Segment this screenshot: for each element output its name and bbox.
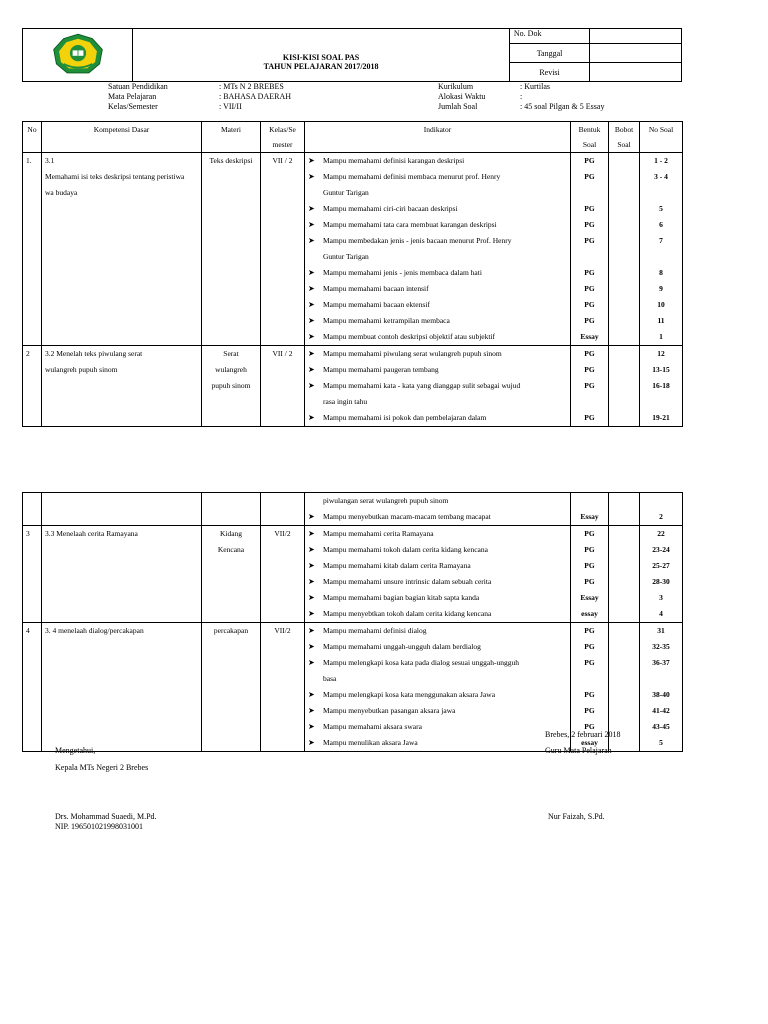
- arrow-bullet-icon: ➤: [308, 204, 315, 213]
- nomor-soal-value: 41-42: [652, 706, 670, 715]
- nomor-soal-value: 2: [659, 512, 663, 521]
- bentuk-value: PG: [584, 545, 595, 554]
- row-number-text: 1.: [26, 156, 32, 165]
- indikator-text: rasa ingin tahu: [323, 397, 368, 406]
- satuan-value: : MTs N 2 BREBES: [219, 82, 284, 91]
- doc-no-value: [590, 29, 682, 44]
- guru-label: Guru Mata Pelajaran: [545, 746, 612, 755]
- alokasi-value: :: [520, 92, 523, 101]
- materi: [202, 526, 261, 623]
- arrow-bullet-icon: ➤: [308, 316, 315, 325]
- document-title: [133, 29, 510, 82]
- kisi-kisi-table-page-1: [22, 121, 683, 427]
- kompetensi-dasar: [42, 346, 202, 427]
- indikator-text: piwulangan serat wulangreh pupuh sinom: [323, 496, 449, 505]
- indikator-item: [305, 542, 570, 558]
- materi-line: Teks deskripsi: [209, 156, 253, 165]
- bentuk-soal-list: [571, 346, 609, 427]
- kepala-name: Drs. Mohammad Suaedi, M.Pd.: [55, 812, 157, 821]
- bentuk-value: essay: [581, 738, 598, 747]
- indikator-item: [305, 329, 570, 345]
- arrow-bullet-icon: ➤: [308, 236, 315, 245]
- doc-no-label: No. Dok: [509, 29, 589, 44]
- arrow-bullet-icon: ➤: [308, 300, 315, 309]
- indikator-text: Mampu memahami unggah-ungguh dalam berdialog: [323, 642, 481, 651]
- indikator-item: [305, 153, 570, 169]
- arrow-bullet-icon: ➤: [308, 529, 315, 538]
- nomor-soal-list: [640, 346, 683, 427]
- bentuk-value: PG: [584, 561, 595, 570]
- arrow-bullet-icon: ➤: [308, 722, 315, 731]
- indikator-item: [305, 281, 570, 297]
- col-header-bentuk: Bentuk Soal: [571, 122, 609, 153]
- indikator-text: Mampu menyebtkan tokoh dalam cerita kidang kencana: [323, 609, 492, 618]
- indikator-item: [305, 655, 570, 687]
- indikator-text: Mampu menyebutkan macam-macam tembang macapat: [323, 512, 491, 521]
- table-row: [23, 346, 683, 427]
- kurikulum-value: : Kurtilas: [520, 82, 550, 91]
- nomor-soal-value: 38-40: [652, 690, 670, 699]
- arrow-bullet-icon: ➤: [308, 413, 315, 422]
- indikator-text: Mampu memahami paugeran tembang: [323, 365, 439, 374]
- col-header-materi: Materi: [202, 122, 261, 153]
- row-number-text: 2: [26, 349, 30, 358]
- bentuk-value: PG: [584, 349, 595, 358]
- materi-line: wulangreh: [215, 365, 247, 374]
- arrow-bullet-icon: ➤: [308, 577, 315, 586]
- col-header-nosoal: No Soal: [640, 122, 683, 153]
- bentuk-value: PG: [584, 365, 595, 374]
- bentuk-value: Essay: [580, 512, 599, 521]
- col-header-bobot: Bobot Soal: [609, 122, 640, 153]
- indikator-text: Mampu memahami ciri-ciri bacaan deskripsi: [323, 204, 458, 213]
- indikator-list: [305, 153, 571, 346]
- bentuk-value: PG: [584, 577, 595, 586]
- nomor-soal-value: 3: [659, 593, 663, 602]
- title-line-2: TAHUN PELAJARAN 2017/2018: [263, 62, 379, 71]
- indikator-item: [305, 297, 570, 313]
- indikator-text: Mampu memahami definisi dialog: [323, 626, 427, 635]
- indikator-item: [305, 639, 570, 655]
- indikator-item: [305, 410, 570, 426]
- arrow-bullet-icon: ➤: [308, 332, 315, 341]
- indikator-text: Mampu membuat contoh deskripsi objektif atau subjektif: [323, 332, 496, 341]
- nomor-soal-value: 9: [659, 284, 663, 293]
- nomor-soal-value: [640, 493, 682, 509]
- table-row: [23, 153, 683, 346]
- jumlah-label: Jumlah Soal: [438, 102, 478, 111]
- bentuk-value: PG: [584, 284, 595, 293]
- nomor-soal-value: 19-21: [652, 413, 670, 422]
- nomor-soal-list: [640, 623, 683, 752]
- indikator-text: Mampu melengkapi kosa kata menggunakan aksara Jawa: [323, 690, 496, 699]
- indikator-item: [305, 217, 570, 233]
- materi-line: percakapan: [213, 626, 249, 635]
- indikator-item: [305, 201, 570, 217]
- kelas-text: VII / 2: [272, 156, 293, 165]
- indikator-text: Mampu memahami kitab dalam cerita Ramayana: [323, 561, 471, 570]
- kisi-kisi-table-page-2: [22, 492, 683, 752]
- nomor-soal-value: 8: [659, 268, 663, 277]
- arrow-bullet-icon: ➤: [308, 561, 315, 570]
- indikator-item: [305, 265, 570, 281]
- indikator-text: Mampu memahami bacaan ektensif: [323, 300, 430, 309]
- nomor-soal-value: 6: [659, 220, 663, 229]
- indikator-list: [305, 623, 571, 752]
- bentuk-soal-list: [571, 526, 609, 623]
- indikator-item: [305, 719, 570, 735]
- arrow-bullet-icon: ➤: [308, 690, 315, 699]
- nomor-soal-value: 12: [657, 349, 665, 358]
- bobot-soal: [609, 346, 640, 427]
- bentuk-value: PG: [584, 381, 595, 390]
- title-line-1: KISI-KISI SOAL PAS: [282, 53, 360, 62]
- indikator-item: [305, 346, 570, 362]
- indikator-text: Mampu melengkapi kosa kata pada dialog sesuai unggah-ungguh: [323, 658, 519, 667]
- nomor-soal-value: 43-45: [652, 722, 670, 731]
- revisi-value: [590, 63, 682, 82]
- arrow-bullet-icon: ➤: [308, 381, 315, 390]
- tanggal-value: [590, 44, 682, 63]
- mapel-value: : BAHASA DAERAH: [219, 92, 292, 101]
- arrow-bullet-icon: ➤: [308, 706, 315, 715]
- nomor-soal-value: 10: [657, 300, 665, 309]
- kelas-semester: [261, 346, 305, 427]
- arrow-bullet-icon: ➤: [308, 658, 315, 667]
- arrow-bullet-icon: ➤: [308, 512, 315, 521]
- bentuk-value: PG: [584, 529, 595, 538]
- nomor-soal-value: 4: [659, 609, 663, 618]
- nomor-soal-value: 16-18: [652, 381, 670, 390]
- nomor-soal-list: [640, 526, 683, 623]
- nomor-soal-list: [640, 493, 683, 526]
- document-header: [22, 28, 682, 82]
- indikator-text: Mampu menulikan aksara Jawa: [323, 738, 418, 747]
- table-row: [23, 526, 683, 623]
- jumlah-value: : 45 soal Pilgan & 5 Essay: [520, 102, 605, 111]
- indikator-text: Mampu memahami bagian bagian kitab sapta kanda: [323, 593, 480, 602]
- indikator-text: Mampu memahami bacaan intensif: [323, 284, 429, 293]
- indikator-text: Mampu memahami cerita Ramayana: [323, 529, 434, 538]
- indikator-text: basa: [323, 674, 337, 683]
- nomor-soal-value: 31: [657, 626, 665, 635]
- kelas-semester: [261, 623, 305, 752]
- bentuk-value: [571, 493, 608, 509]
- indikator-item: [305, 558, 570, 574]
- kepala-nip: NIP. 196501021998031001: [55, 822, 144, 831]
- bentuk-value: PG: [584, 722, 595, 731]
- nomor-soal-value: 5: [659, 204, 663, 213]
- kompetensi-dasar: [42, 153, 202, 346]
- indikator-item: [305, 623, 570, 639]
- indikator-item: [305, 735, 570, 751]
- row-number: [23, 493, 42, 526]
- nomor-soal-value: 5: [659, 738, 663, 747]
- kd-line: Memahami isi teks deskripsi tentang peristiwa: [45, 172, 185, 181]
- kd-line: 3.3 Menelaah cerita Ramayana: [45, 529, 138, 538]
- indikator-item: [305, 313, 570, 329]
- bentuk-value: PG: [584, 690, 595, 699]
- indikator-item: [305, 526, 570, 542]
- logo-cell: [23, 29, 133, 82]
- nomor-soal-value: 11: [657, 316, 665, 325]
- materi: [202, 346, 261, 427]
- nomor-soal-value: 1: [659, 332, 663, 341]
- alokasi-label: Alokasi Waktu: [438, 92, 486, 101]
- col-header-no: No: [23, 122, 42, 153]
- indikator-item: [305, 574, 570, 590]
- indikator-text: Mampu memahami aksara swara: [323, 722, 422, 731]
- row-number-text: 4: [26, 626, 30, 635]
- kompetensi-dasar: [42, 526, 202, 623]
- kelas-text: VII/2: [274, 626, 291, 635]
- col-header-indikator: Indikator: [305, 122, 571, 153]
- nomor-soal-value: 25-27: [652, 561, 670, 570]
- bentuk-value: PG: [584, 626, 595, 635]
- mapel-label: Mata Pelajaran: [108, 92, 157, 101]
- indikator-text: Guntur Tarigan: [323, 252, 369, 261]
- nomor-soal-list: [640, 153, 683, 346]
- indikator-item: [305, 493, 570, 509]
- row-number: [23, 623, 42, 752]
- bentuk-value: Essay: [580, 332, 599, 341]
- kelas-semester: [261, 493, 305, 526]
- arrow-bullet-icon: ➤: [308, 156, 315, 165]
- arrow-bullet-icon: ➤: [308, 545, 315, 554]
- indikator-item: [305, 509, 570, 525]
- indikator-text: Mampu memahami jenis - jenis membaca dalam hati: [323, 268, 482, 277]
- kompetensi-dasar: [42, 623, 202, 752]
- bentuk-value: PG: [584, 658, 595, 667]
- nomor-soal-value: 7: [659, 236, 663, 245]
- indikator-text: Mampu memahami piwulang serat wulangreh pupuh sinom: [323, 349, 502, 358]
- indikator-text: Mampu memahami isi pokok dan pembelajaran dalam: [323, 413, 487, 422]
- bentuk-value: Essay: [580, 593, 599, 602]
- guru-name: Nur Faizah, S.Pd.: [548, 812, 605, 821]
- bentuk-soal-list: [571, 493, 609, 526]
- tanggal-label: Tanggal: [509, 44, 589, 63]
- materi: [202, 493, 261, 526]
- kd-line: 3.2 Menelah teks piwulang serat: [45, 349, 143, 358]
- arrow-bullet-icon: ➤: [308, 284, 315, 293]
- kelas-semester: [261, 153, 305, 346]
- indikator-item: [305, 233, 570, 265]
- bentuk-value: PG: [584, 300, 595, 309]
- arrow-bullet-icon: ➤: [308, 220, 315, 229]
- materi: [202, 623, 261, 752]
- indikator-item: [305, 362, 570, 378]
- materi-line: Serat: [223, 349, 239, 358]
- kelas-text: VII/2: [274, 529, 291, 538]
- kompetensi-dasar: [42, 493, 202, 526]
- materi-line: pupuh sinom: [211, 381, 251, 390]
- arrow-bullet-icon: ➤: [308, 268, 315, 277]
- bentuk-value: PG: [584, 642, 595, 651]
- materi: [202, 153, 261, 346]
- arrow-bullet-icon: ➤: [308, 349, 315, 358]
- indikator-item: [305, 703, 570, 719]
- bentuk-value: PG: [584, 413, 595, 422]
- bentuk-value: PG: [584, 156, 595, 165]
- kelas-semester: [261, 526, 305, 623]
- nomor-soal-value: 1 - 2: [654, 156, 668, 165]
- kd-line: wa budaya: [45, 188, 78, 197]
- bentuk-value: PG: [584, 268, 595, 277]
- indikator-item: [305, 169, 570, 201]
- bobot-soal: [609, 493, 640, 526]
- table-row: [23, 493, 683, 526]
- col-header-kd: Kompetensi Dasar: [42, 122, 202, 153]
- bentuk-value: PG: [584, 236, 595, 245]
- indikator-item: [305, 590, 570, 606]
- row-number-text: 3: [26, 529, 30, 538]
- col-header-kelas: Kelas/Se mester: [261, 122, 305, 153]
- nomor-soal-value: 36-37: [652, 658, 670, 667]
- bobot-soal: [609, 153, 640, 346]
- bentuk-value: PG: [584, 706, 595, 715]
- indikator-text: Mampu memahami definisi karangan deskripsi: [323, 156, 465, 165]
- nomor-soal-value: 23-24: [652, 545, 670, 554]
- kemenag-logo-icon: [51, 33, 105, 75]
- kurikulum-label: Kurikulum: [438, 82, 474, 91]
- indikator-text: Mampu memahami ketrampilan membaca: [323, 316, 450, 325]
- kd-line: wulangreh pupuh sinom: [45, 365, 118, 374]
- indikator-item: [305, 687, 570, 703]
- bentuk-value: essay: [581, 609, 598, 618]
- row-number: [23, 526, 42, 623]
- place-date: Brebes, 2 februari 2018: [545, 730, 621, 739]
- row-number: [23, 153, 42, 346]
- indikator-text: Mampu memahami tata cara membuat karangan deskripsi: [323, 220, 497, 229]
- indikator-text: Guntur Tarigan: [323, 188, 369, 197]
- nomor-soal-value: 32-35: [652, 642, 670, 651]
- kd-line: 3.1: [45, 156, 55, 165]
- indikator-list: [305, 526, 571, 623]
- arrow-bullet-icon: ➤: [308, 365, 315, 374]
- indikator-text: Mampu memahami definisi membaca menurut prof. Henry: [323, 172, 501, 181]
- kelas-value: : VII/II: [219, 102, 242, 111]
- mengetahui-label: Mengetahui,: [55, 746, 96, 755]
- bentuk-value: PG: [584, 220, 595, 229]
- arrow-bullet-icon: ➤: [308, 738, 315, 747]
- nomor-soal-value: 28-30: [652, 577, 670, 586]
- row-number: [23, 346, 42, 427]
- bentuk-value: PG: [584, 316, 595, 325]
- nomor-soal-value: 22: [657, 529, 665, 538]
- indikator-text: Mampu memahami unsure intrinsic dalam sebuah cerita: [323, 577, 492, 586]
- arrow-bullet-icon: ➤: [308, 642, 315, 651]
- indikator-text: Mampu menyebutkan pasangan aksara jawa: [323, 706, 456, 715]
- indikator-list: [305, 493, 571, 526]
- kelas-label: Kelas/Semester: [108, 102, 158, 111]
- indikator-text: Mampu memahami tokoh dalam cerita kidang kencana: [323, 545, 488, 554]
- indikator-item: [305, 378, 570, 410]
- indikator-text: Mampu memahami kata - kata yang dianggap sulit sebagai wujud: [323, 381, 521, 390]
- arrow-bullet-icon: ➤: [308, 593, 315, 602]
- indikator-item: [305, 606, 570, 622]
- bentuk-value: PG: [584, 172, 595, 181]
- satuan-label: Satuan Pendidikan: [108, 82, 168, 91]
- arrow-bullet-icon: ➤: [308, 172, 315, 181]
- materi-line: Kidang: [219, 529, 243, 538]
- bentuk-soal-list: [571, 153, 609, 346]
- materi-line: Kencana: [217, 545, 245, 554]
- bobot-soal: [609, 526, 640, 623]
- kd-line: 3. 4 menelaah dialog/percakapan: [45, 626, 144, 635]
- nomor-soal-value: 13-15: [652, 365, 670, 374]
- arrow-bullet-icon: ➤: [308, 626, 315, 635]
- indikator-list: [305, 346, 571, 427]
- kepala-label: Kepala MTs Negeri 2 Brebes: [55, 763, 149, 772]
- nomor-soal-value: 3 - 4: [654, 172, 668, 181]
- revisi-label: Revisi: [509, 63, 589, 82]
- indikator-text: Mampu membedakan jenis - jenis bacaan menurut Prof. Henry: [323, 236, 512, 245]
- bentuk-value: PG: [584, 204, 595, 213]
- kelas-text: VII / 2: [272, 349, 293, 358]
- arrow-bullet-icon: ➤: [308, 609, 315, 618]
